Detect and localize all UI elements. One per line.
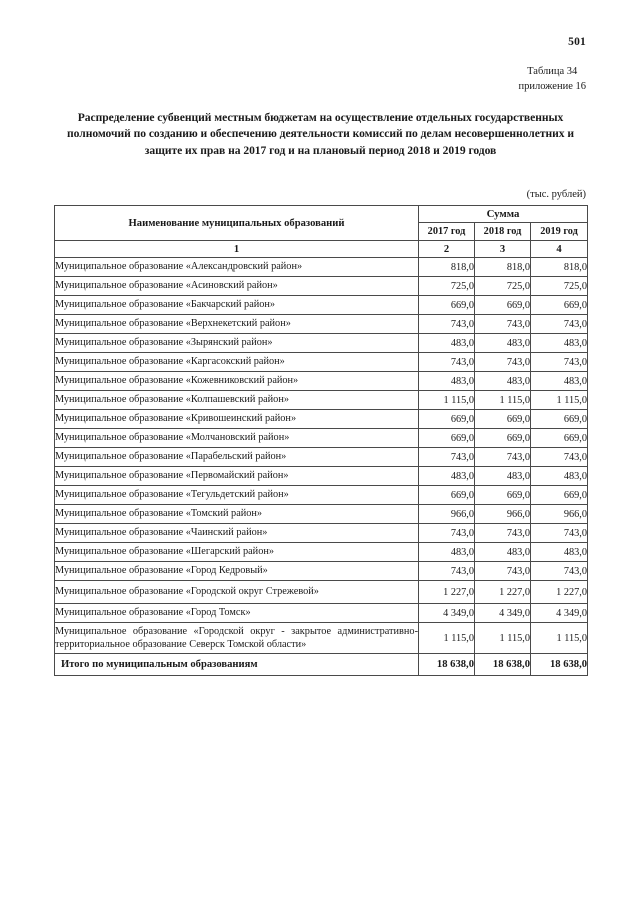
municipality-name: Муниципальное образование «Бакчарский район» [55, 296, 419, 315]
table-row [55, 604, 588, 623]
table-row [55, 258, 588, 277]
value-2018: 966,0 [475, 505, 531, 524]
value-2017: 669,0 [419, 410, 475, 429]
value-2019: 743,0 [531, 524, 588, 543]
value-2019: 818,0 [531, 258, 588, 277]
document-reference [518, 64, 586, 94]
value-2017: 669,0 [419, 296, 475, 315]
value-2018: 669,0 [475, 410, 531, 429]
municipality-name: Муниципальное образование «Чаинский район» [55, 524, 419, 543]
value-2017: 669,0 [419, 429, 475, 448]
value-2018: 1 227,0 [475, 581, 531, 604]
value-2019: 669,0 [531, 296, 588, 315]
municipality-name: Муниципальное образование «Александровский район» [55, 258, 419, 277]
value-2017: 1 115,0 [419, 623, 475, 654]
page-number: 501 [568, 36, 586, 48]
municipality-name: Муниципальное образование «Тегульдетский район» [55, 486, 419, 505]
table-row [55, 353, 588, 372]
value-2019: 669,0 [531, 429, 588, 448]
value-2018: 669,0 [475, 429, 531, 448]
municipality-name: Муниципальное образование «Кривошеинский район» [55, 410, 419, 429]
column-number-2: 2 [419, 241, 475, 258]
table-head [55, 206, 588, 241]
value-2019: 483,0 [531, 467, 588, 486]
table-body [55, 241, 588, 676]
value-2017: 818,0 [419, 258, 475, 277]
value-2018: 743,0 [475, 315, 531, 334]
value-2018: 483,0 [475, 543, 531, 562]
table-row [55, 581, 588, 604]
subvention-table [54, 205, 588, 676]
table-row [55, 410, 588, 429]
table-row [55, 277, 588, 296]
value-2018: 483,0 [475, 372, 531, 391]
value-2017: 483,0 [419, 467, 475, 486]
value-2018: 483,0 [475, 334, 531, 353]
value-2017: 743,0 [419, 353, 475, 372]
municipality-name: Муниципальное образование «Первомайский район» [55, 467, 419, 486]
value-2017: 743,0 [419, 315, 475, 334]
value-2018: 669,0 [475, 296, 531, 315]
header-year-2018: 2018 год [475, 223, 531, 241]
page-title: Распределение субвенций местным бюджетам на осуществление отдельных государственных полномочий по созданию и обеспечению деятельности комиссий по делам несовершеннолетних и защите их прав на 2017 год и на плановый период 2018 и 2019 годов [67, 111, 574, 157]
table-row [55, 505, 588, 524]
header-year-2019: 2019 год [531, 223, 588, 241]
header-sum-group: Сумма [419, 206, 588, 223]
value-2018: 743,0 [475, 524, 531, 543]
table-row [55, 486, 588, 505]
municipality-name: Муниципальное образование «Асиновский район» [55, 277, 419, 296]
table-row [55, 372, 588, 391]
value-2017: 743,0 [419, 524, 475, 543]
value-2018: 1 115,0 [475, 391, 531, 410]
value-2017: 1 115,0 [419, 391, 475, 410]
value-2018: 483,0 [475, 467, 531, 486]
value-2017: 743,0 [419, 448, 475, 467]
units-note: (тыс. рублей) [526, 189, 586, 200]
value-2017: 4 349,0 [419, 604, 475, 623]
value-2017: 483,0 [419, 543, 475, 562]
total-value-2019: 18 638,0 [531, 654, 588, 676]
value-2018: 818,0 [475, 258, 531, 277]
value-2019: 743,0 [531, 315, 588, 334]
municipality-name: Муниципальное образование «Томский район» [55, 505, 419, 524]
value-2017: 743,0 [419, 562, 475, 581]
total-value-2018: 18 638,0 [475, 654, 531, 676]
value-2019: 1 115,0 [531, 623, 588, 654]
value-2019: 1 227,0 [531, 581, 588, 604]
table-total-row [55, 654, 588, 676]
value-2019: 743,0 [531, 562, 588, 581]
value-2017: 483,0 [419, 372, 475, 391]
value-2017: 1 227,0 [419, 581, 475, 604]
value-2018: 725,0 [475, 277, 531, 296]
municipality-name: Муниципальное образование «Шегарский район» [55, 543, 419, 562]
table-row [55, 524, 588, 543]
value-2018: 4 349,0 [475, 604, 531, 623]
value-2019: 743,0 [531, 448, 588, 467]
table-row [55, 543, 588, 562]
total-label: Итого по муниципальным образованиям [55, 654, 419, 676]
value-2019: 725,0 [531, 277, 588, 296]
value-2019: 483,0 [531, 543, 588, 562]
value-2019: 1 115,0 [531, 391, 588, 410]
municipality-name: Муниципальное образование «Город Томск» [55, 604, 419, 623]
municipality-name: Муниципальное образование «Зырянский район» [55, 334, 419, 353]
value-2018: 669,0 [475, 486, 531, 505]
table-number-label: Таблица 34 [527, 66, 578, 77]
municipality-name: Муниципальное образование «Городской округ Стрежевой» [55, 581, 419, 604]
municipality-name: Муниципальное образование «Молчановский район» [55, 429, 419, 448]
table-row [55, 562, 588, 581]
table-row [55, 391, 588, 410]
table-row [55, 315, 588, 334]
municipality-name: Муниципальное образование «Кожевниковский район» [55, 372, 419, 391]
table-row [55, 448, 588, 467]
value-2019: 743,0 [531, 353, 588, 372]
municipality-name: Муниципальное образование «Колпашевский район» [55, 391, 419, 410]
subvention-table-wrapper [54, 205, 587, 676]
table-row [55, 623, 588, 654]
value-2019: 483,0 [531, 372, 588, 391]
value-2017: 669,0 [419, 486, 475, 505]
value-2017: 966,0 [419, 505, 475, 524]
value-2019: 4 349,0 [531, 604, 588, 623]
municipality-name: Муниципальное образование «Верхнекетский район» [55, 315, 419, 334]
column-number-3: 3 [475, 241, 531, 258]
value-2019: 669,0 [531, 410, 588, 429]
table-row [55, 467, 588, 486]
table-column-numbering-row [55, 241, 588, 258]
value-2018: 743,0 [475, 353, 531, 372]
total-value-2017: 18 638,0 [419, 654, 475, 676]
column-number-1: 1 [55, 241, 419, 258]
value-2017: 483,0 [419, 334, 475, 353]
value-2018: 1 115,0 [475, 623, 531, 654]
header-year-2017: 2017 год [419, 223, 475, 241]
table-row [55, 429, 588, 448]
municipality-name: Муниципальное образование «Каргасокский район» [55, 353, 419, 372]
table-header-row-1 [55, 206, 588, 223]
value-2019: 483,0 [531, 334, 588, 353]
value-2019: 966,0 [531, 505, 588, 524]
value-2018: 743,0 [475, 562, 531, 581]
municipality-name: Муниципальное образование «Парабельский район» [55, 448, 419, 467]
value-2017: 725,0 [419, 277, 475, 296]
column-number-4: 4 [531, 241, 588, 258]
header-municipality-name: Наименование муниципальных образований [55, 206, 419, 241]
value-2019: 669,0 [531, 486, 588, 505]
table-row [55, 334, 588, 353]
municipality-name: Муниципальное образование «Город Кедровый» [55, 562, 419, 581]
appendix-number-label: приложение 16 [518, 81, 586, 92]
table-row [55, 296, 588, 315]
value-2018: 743,0 [475, 448, 531, 467]
municipality-name: Муниципальное образование «Городской округ - закрытое административно-территориальное образование Северск Томской области» [55, 623, 419, 654]
